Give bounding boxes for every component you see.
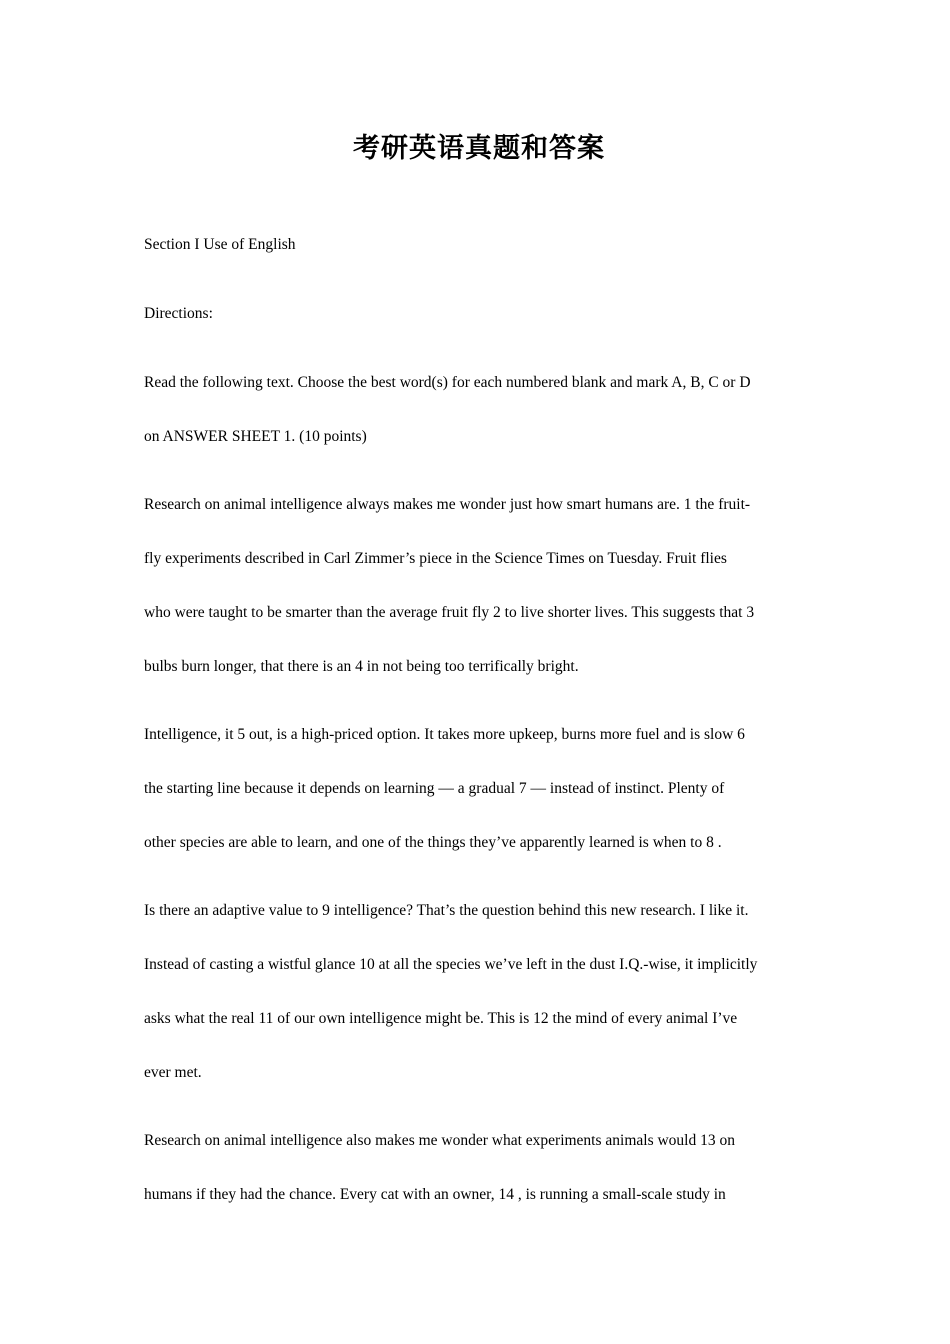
paragraph-line: ever met. — [144, 1064, 202, 1081]
paragraph-line: Research on animal intelligence always makes me wonder just how smart humans are. 1 the fruit- — [144, 496, 751, 513]
paragraph-line: on ANSWER SHEET 1. (10 points) — [144, 428, 367, 445]
section-heading: Section I Use of English — [144, 236, 296, 253]
paragraph-line: Is there an adaptive value to 9 intelligence? That’s the question behind this new research. I like it. — [144, 902, 749, 919]
paragraph-3 — [144, 884, 810, 1100]
paragraph-line: Intelligence, it 5 out, is a high-priced option. It takes more upkeep, burns more fuel and is slow 6 — [144, 726, 745, 743]
paragraph-line: bulbs burn longer, that there is an 4 in not being too terrifically bright. — [144, 658, 579, 675]
paragraph-line: who were taught to be smarter than the average fruit fly 2 to live shorter lives. This suggests that 3 — [144, 604, 755, 621]
paragraph-line: fly experiments described in Carl Zimmer’s piece in the Science Times on Tuesday. Fruit flies — [144, 550, 727, 567]
paragraph-line: Read the following text. Choose the best word(s) for each numbered blank and mark A, B, C or D — [144, 374, 751, 391]
paragraph-line: Instead of casting a wistful glance 10 at all the species we’ve left in the dust I.Q.-wise, it implicitly — [144, 956, 758, 973]
paragraph-line: other species are able to learn, and one of the things they’ve apparently learned is when to 8 . — [144, 834, 722, 851]
paragraph-2 — [144, 708, 810, 870]
paragraph-line: humans if they had the chance. Every cat with an owner, 14 , is running a small-scale study in — [144, 1186, 726, 1203]
paragraph-1 — [144, 478, 810, 694]
paragraph-line: Research on animal intelligence also makes me wonder what experiments animals would 13 on — [144, 1132, 735, 1149]
paragraph-line: the starting line because it depends on learning — a gradual 7 — instead of instinct. Plenty of — [144, 780, 725, 797]
paragraph-directions — [144, 356, 810, 464]
document-title: 考研英语真题和答案 — [353, 133, 605, 164]
paragraph-line: asks what the real 11 of our own intelligence might be. This is 12 the mind of every animal I’ve — [144, 1010, 738, 1027]
paragraph-4 — [144, 1114, 810, 1222]
directions-label: Directions: — [144, 305, 213, 322]
